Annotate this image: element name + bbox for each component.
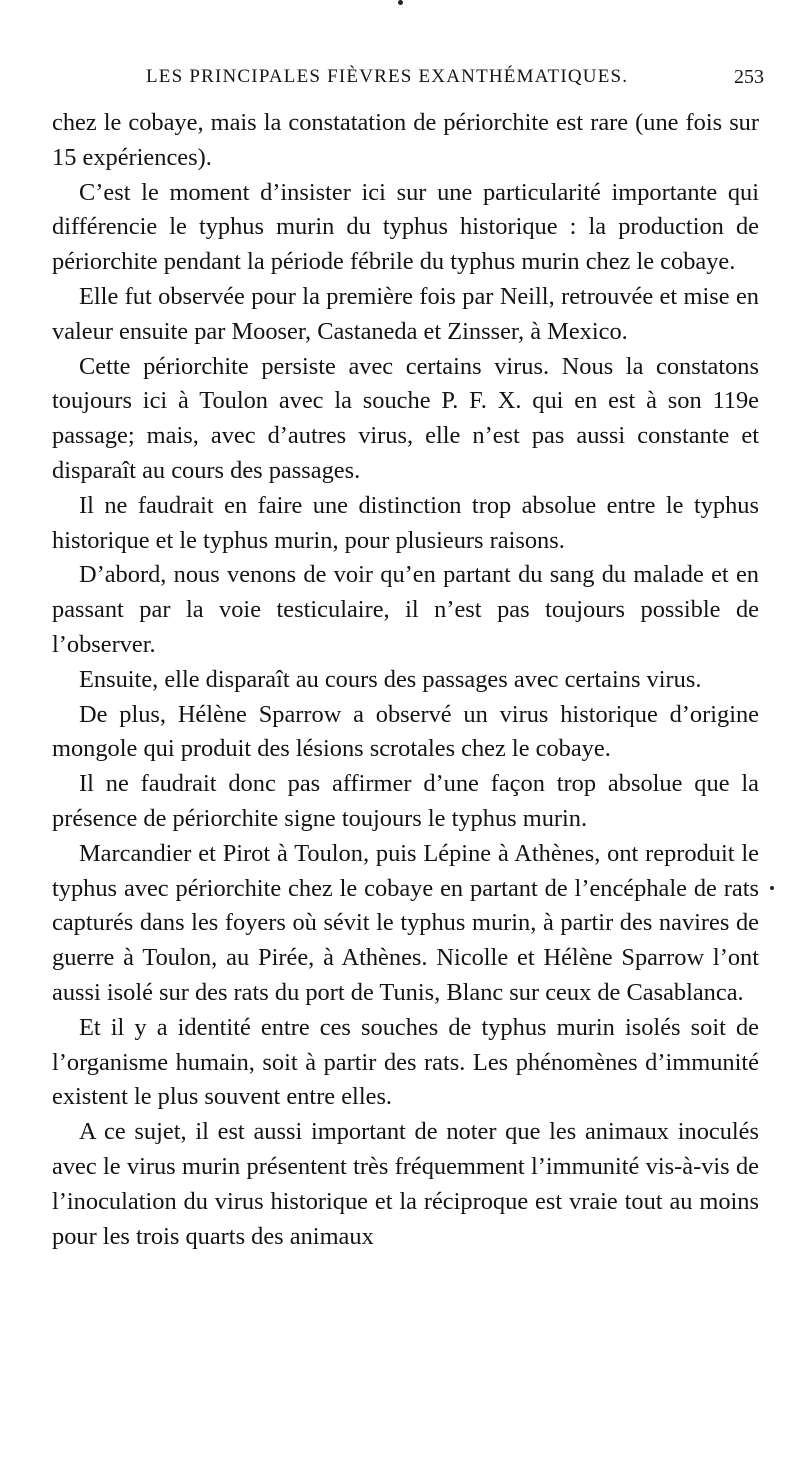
paragraph-12: A ce sujet, il est aussi important de noter que les animaux inoculés avec le virus murin présentent très fréquemment l’immunité vis-à-vis de l’inoculation du virus historique et la réciproque est vraie tout au moins pour les trois quarts des animaux xyxy=(52,1118,759,1250)
paragraph-9: Il ne faudrait donc pas affirmer d’une façon trop absolue que la présence de périorchite signe toujours le typhus murin. xyxy=(52,770,759,832)
paragraph-5: Il ne faudrait en faire une distinction trop absolue entre le typhus historique et le typhus murin, pour plusieurs raisons. xyxy=(52,491,759,554)
page-number: 253 xyxy=(734,66,764,88)
body-text xyxy=(52,106,759,1254)
paragraph-4: Cette périorchite persiste avec certains virus. Nous la constatons toujours ici à Toulon avec la souche P. F. X. qui en est à son 119e passage; mais, avec d’autres virus, elle n’est pas aussi constante et disparaît au cours des passages. xyxy=(52,352,759,484)
running-head: LES PRINCIPALES FIÈVRES EXANTHÉMATIQUES. xyxy=(146,66,629,87)
paragraph-7: Ensuite, elle disparaît au cours des passages avec certains virus. xyxy=(79,665,702,693)
paragraph-3: Elle fut observée pour la première fois par Neill, retrouvée et mise en valeur ensuite par Mooser, Castaneda et Zinsser, à Mexico. xyxy=(52,282,759,345)
print-speck-mark xyxy=(398,0,403,5)
margin-dot-mark xyxy=(770,886,774,890)
paragraph-10: Marcandier et Pirot à Toulon, puis Lépine à Athènes, ont reproduit le typhus avec périorchite chez le cobaye en partant de l’encéphale de rats capturés dans les foyers où sévit le typhus murin, à partir des navires de guerre à Toulon, au Pirée, à Athènes. Nicolle et Hélène Sparrow l’ont aussi isolé sur des rats du port de Tunis, Blanc sur ceux de Casablanca. xyxy=(52,839,759,1006)
paragraph-6: D’abord, nous venons de voir qu’en partant du sang du malade et en passant par la voie testiculaire, il n’est pas toujours possible de l’observer. xyxy=(52,561,759,658)
paragraph-1: chez le cobaye, mais la constatation de périorchite est rare (une fois sur 15 expériences). xyxy=(52,109,759,171)
paragraph-8: De plus, Hélène Sparrow a observé un virus historique d’origine mongole qui produit des lésions scrotales chez le cobaye. xyxy=(52,700,759,763)
page-header xyxy=(146,66,766,94)
paragraph-11: Et il y a identité entre ces souches de typhus murin isolés soit de l’organisme humain, soit à partir des rats. Les phénomènes d’immunité existent le plus souvent entre elles. xyxy=(52,1013,759,1111)
paragraph-2: C’est le moment d’insister ici sur une particularité importante qui différencie le typhus murin du typhus historique : la production de périorchite pendant la période fébrile du typhus murin chez le cobaye. xyxy=(52,178,759,276)
